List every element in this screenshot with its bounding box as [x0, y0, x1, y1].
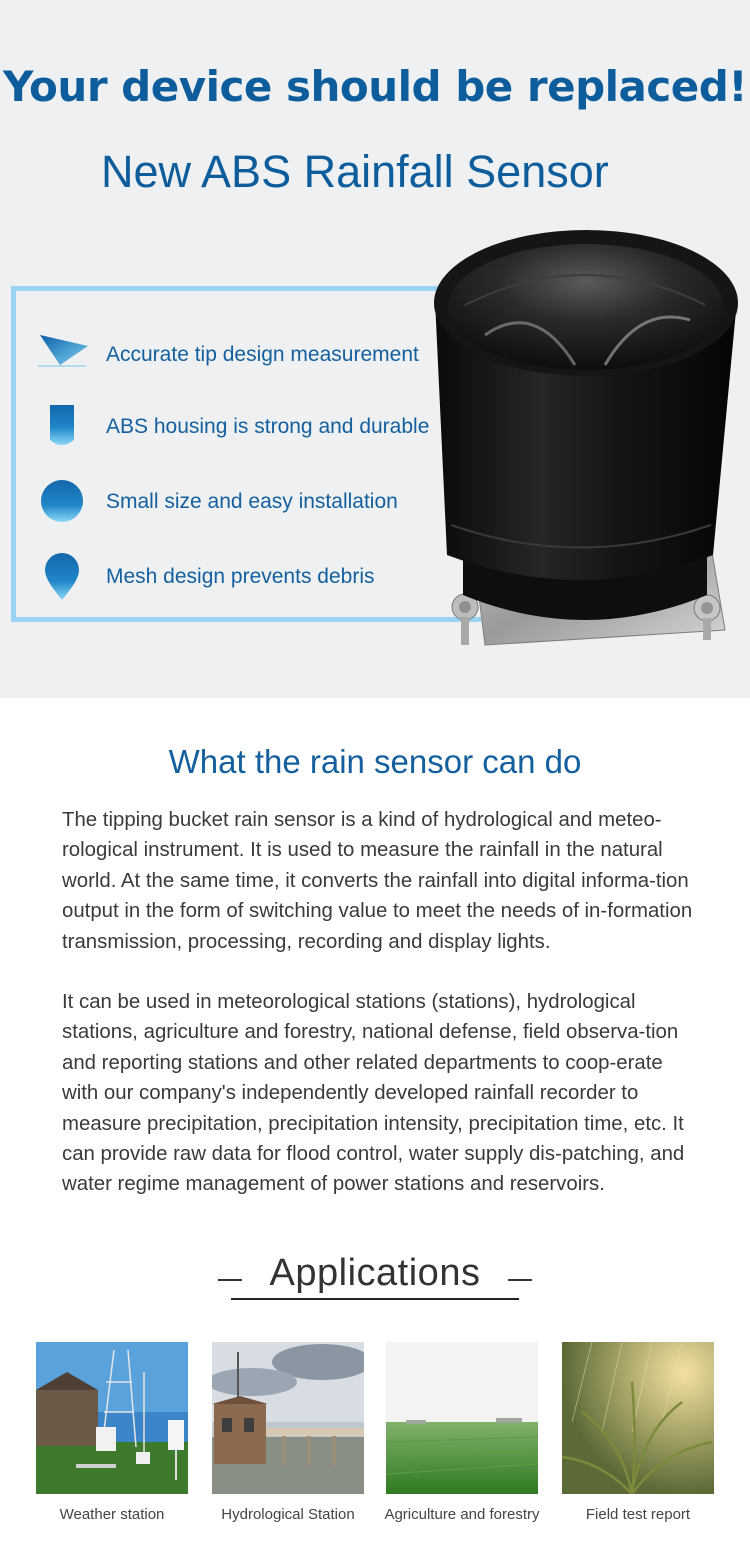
description-paragraph: The tipping bucket rain sensor is a kind of hydrological and meteo-rological instrument. It is used to measure the rainfall in the natural world. At the same time, it converts the rainfall into digital informa-tion output in the form of switching value to meet the needs of in-formation transmission, processing, recording and display lights. [62, 809, 693, 953]
applications-header [0, 1252, 750, 1302]
field-test-image [562, 1342, 714, 1494]
hydrological-station-image [212, 1342, 364, 1494]
application-caption: Weather station [59, 1506, 165, 1523]
hero-section [0, 0, 750, 698]
weather-station-image [36, 1342, 188, 1494]
description-paragraph: It can be used in meteorological stations (stations), hydrological stations, agriculture and forestry, national defense, field observa-tion and reporting stations and other related departments to coop-erate with our company's independently developed rainfall recorder to measure precipitation, precipitation intensity, precipitation time, etc. It can provide raw data for flood control, water supply dis-patching, and water regime management of power stations and reservoirs. [62, 991, 685, 1196]
feature-label: Accurate tip design measurement [106, 343, 419, 366]
feature-item [16, 477, 486, 527]
rain-sensor-image [425, 225, 750, 665]
feature-item [16, 402, 486, 452]
application-caption: Hydrological Station [221, 1506, 355, 1523]
housing-icon [38, 402, 88, 452]
feature-item [16, 552, 486, 602]
drop-icon [38, 552, 88, 602]
feature-list [11, 286, 481, 622]
feature-label: ABS housing is strong and durable [106, 415, 430, 438]
agriculture-image [386, 1342, 538, 1494]
application-caption: Agriculture and forestry [384, 1506, 540, 1523]
right-dash [508, 1279, 532, 1281]
feature-label: Small size and easy installation [106, 490, 398, 513]
hero-headline: Your device should be replaced! [3, 62, 747, 111]
circle-icon [38, 477, 88, 527]
feature-item [16, 330, 486, 380]
application-card [36, 1342, 188, 1523]
application-card [384, 1342, 540, 1523]
applications-title: Applications [269, 1252, 481, 1294]
hero-subhead: New ABS Rainfall Sensor [101, 146, 609, 197]
applications-underline [231, 1298, 519, 1300]
section-title: What the rain sensor can do [168, 743, 582, 780]
application-card [562, 1342, 714, 1523]
application-card [212, 1342, 364, 1523]
application-caption: Field test report [585, 1506, 691, 1523]
feature-label: Mesh design prevents debris [106, 565, 375, 588]
triangle-tip-icon [38, 330, 88, 380]
